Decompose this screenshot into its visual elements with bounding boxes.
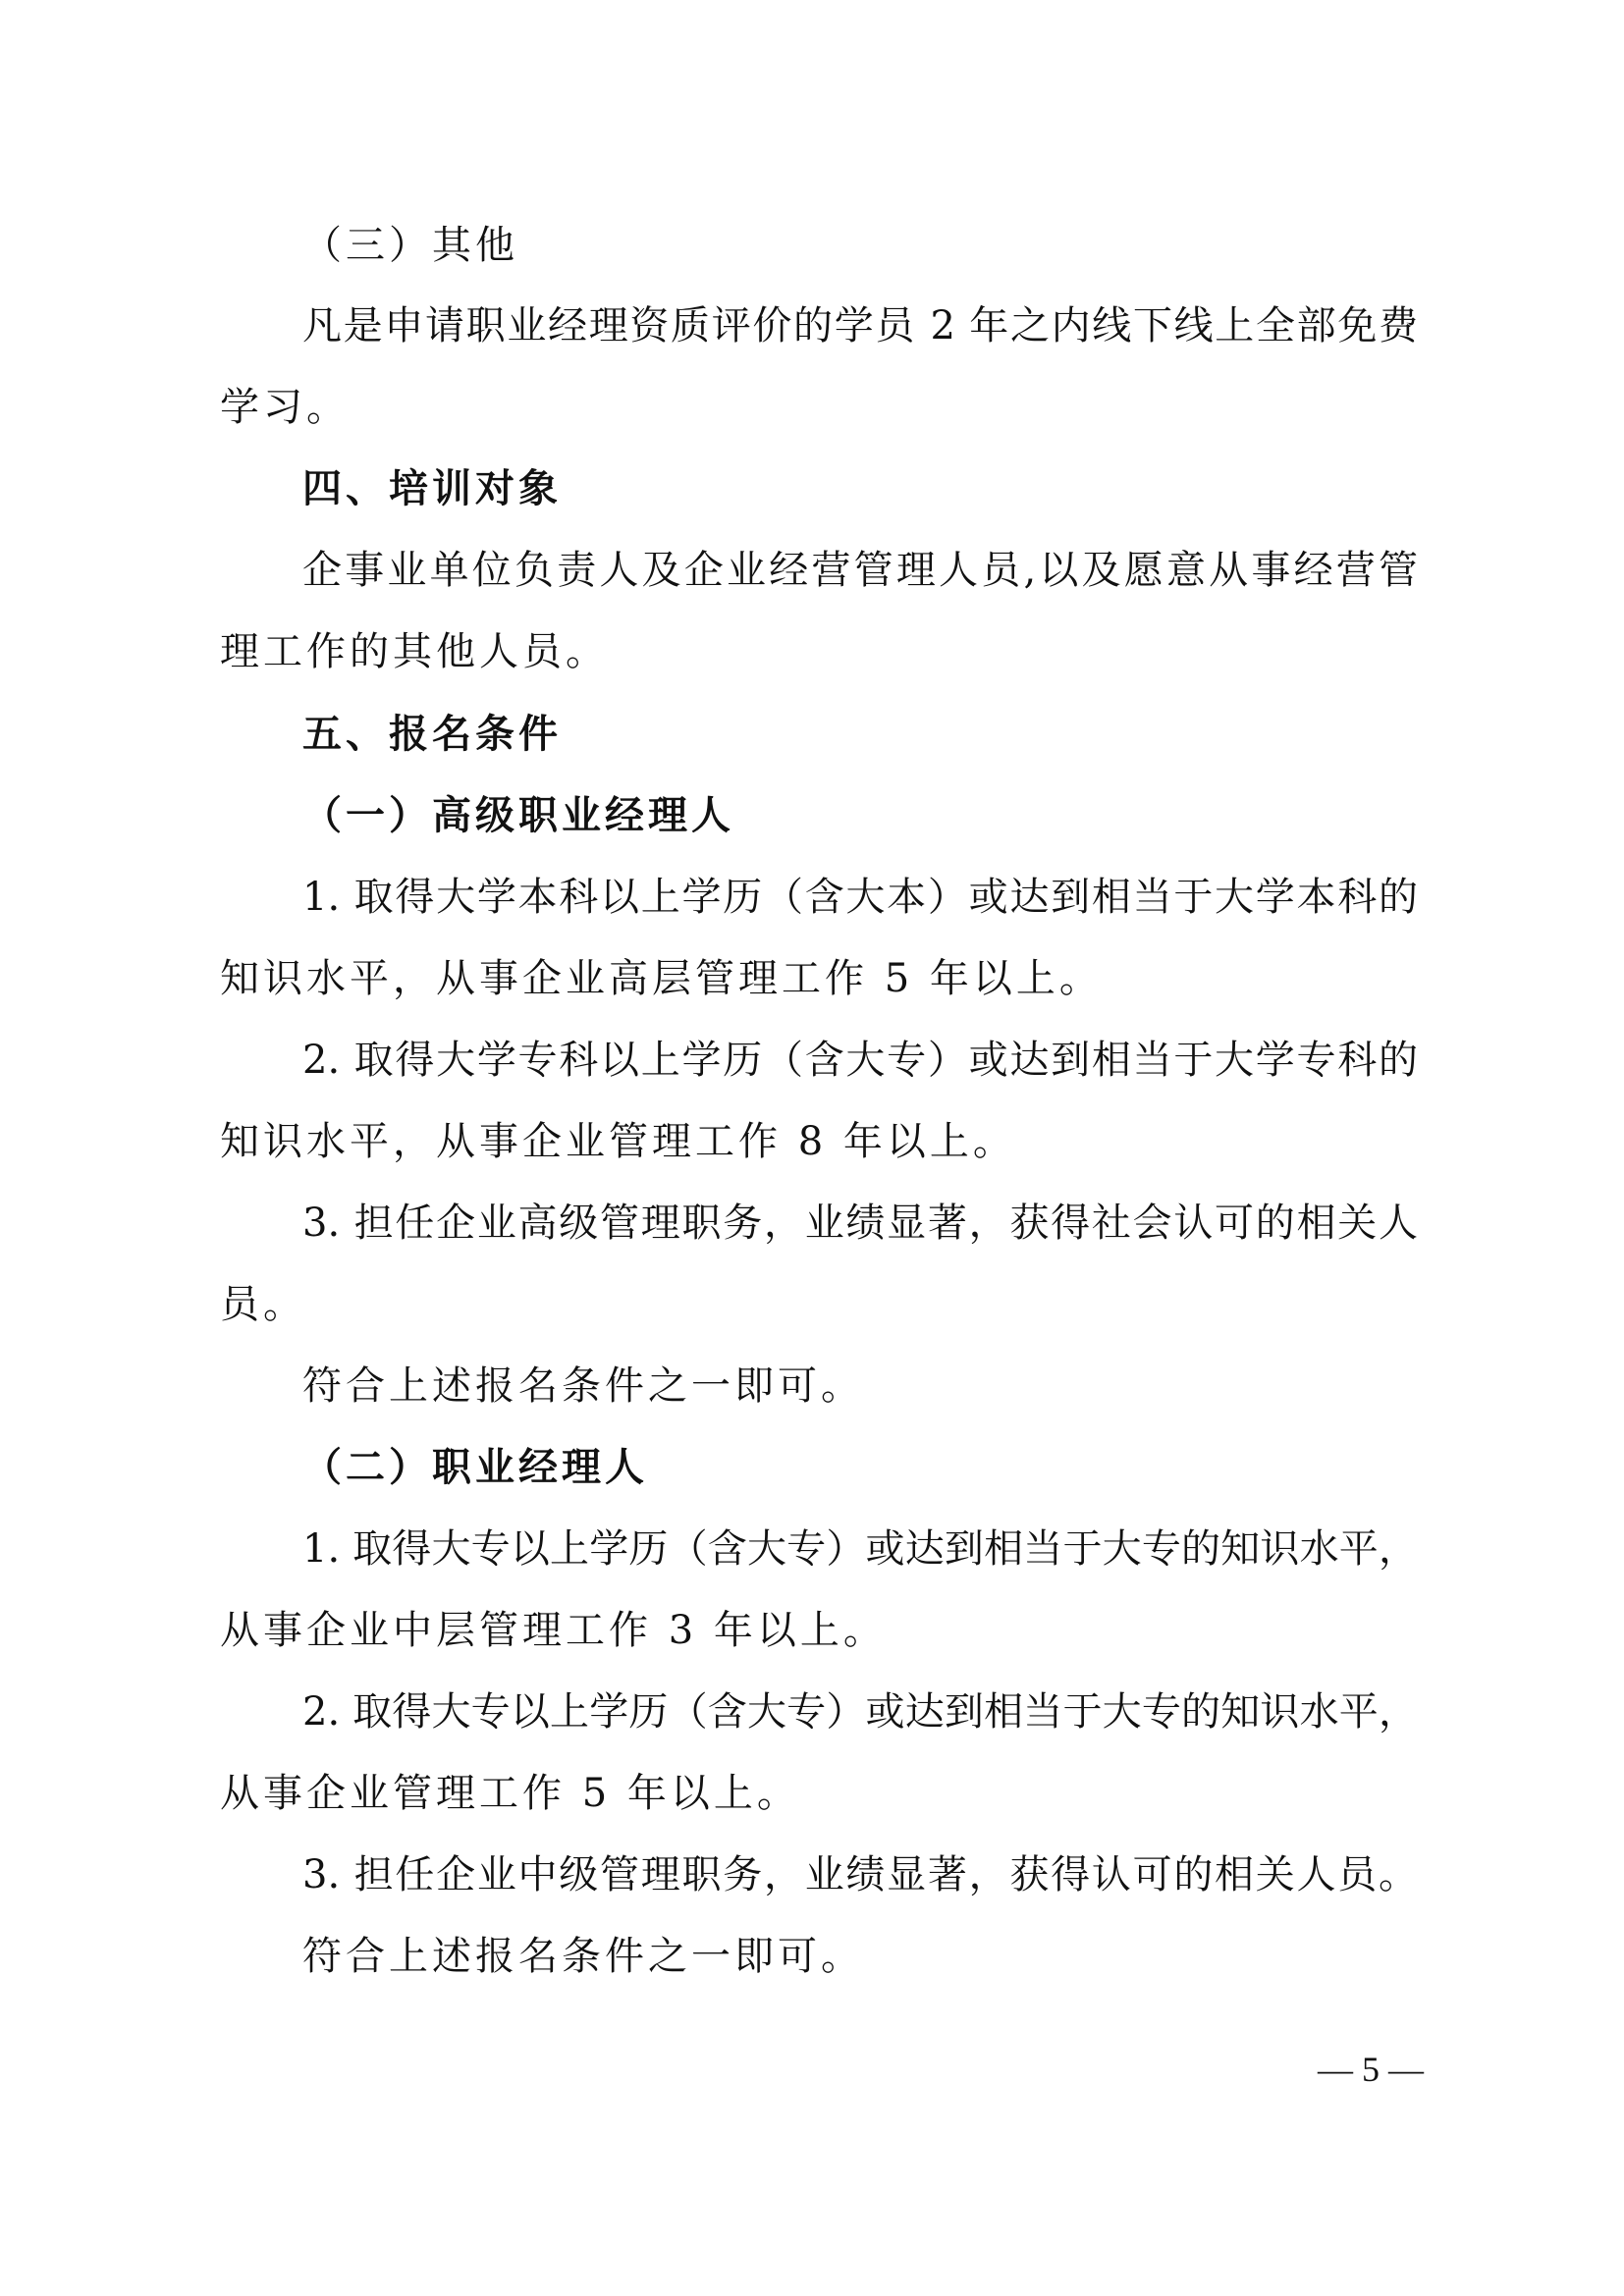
list-item-line: 从事企业中层管理工作 3 年以上。: [220, 1608, 887, 1653]
list-item-line: 2. 取得大专以上学历（含大专）或达到相当于大专的知识水平，: [302, 1689, 1418, 1735]
page-number: — 5 —: [1318, 2050, 1424, 2089]
paragraph-line: 企事业单位负责人及企业经营管理人员,以及愿意从事经营管: [302, 548, 1418, 593]
list-item-line: 知识水平，从事企业管理工作 8 年以上。: [220, 1119, 1016, 1164]
subsection-heading-manager: （二）职业经理人: [302, 1444, 648, 1490]
list-item-line: 1. 取得大专以上学历（含大专）或达到相当于大专的知识水平，: [302, 1526, 1418, 1572]
list-item-line: 2. 取得大学专科以上学历（含大专）或达到相当于大学专科的: [302, 1038, 1418, 1083]
list-item-line: 员。: [220, 1282, 306, 1327]
paragraph-line: 凡是申请职业经理资质评价的学员 2 年之内线下线上全部免费: [302, 303, 1418, 348]
list-item-line: 1. 取得大学本科以上学历（含大本）或达到相当于大学本科的: [302, 875, 1418, 920]
paragraph-line: 学习。: [220, 385, 350, 430]
list-item-line: 从事企业管理工作 5 年以上。: [220, 1771, 800, 1816]
subsection-heading-other: （三）其他: [302, 223, 518, 268]
subsection-heading-senior-manager: （一）高级职业经理人: [302, 792, 734, 838]
list-item-line: 3. 担任企业高级管理职务，业绩显著，获得社会认可的相关人: [302, 1201, 1418, 1246]
paragraph-line: 理工作的其他人员。: [220, 629, 609, 674]
list-item-line: 3. 担任企业中级管理职务，业绩显著，获得认可的相关人员。: [302, 1852, 1418, 1897]
section-heading-training-targets: 四、培训对象: [302, 465, 562, 511]
list-item-line: 知识水平，从事企业高层管理工作 5 年以上。: [220, 956, 1103, 1001]
paragraph-line: 符合上述报名条件之一即可。: [302, 1934, 864, 1979]
paragraph-line: 符合上述报名条件之一即可。: [302, 1363, 864, 1409]
section-heading-registration-conditions: 五、报名条件: [302, 711, 562, 757]
